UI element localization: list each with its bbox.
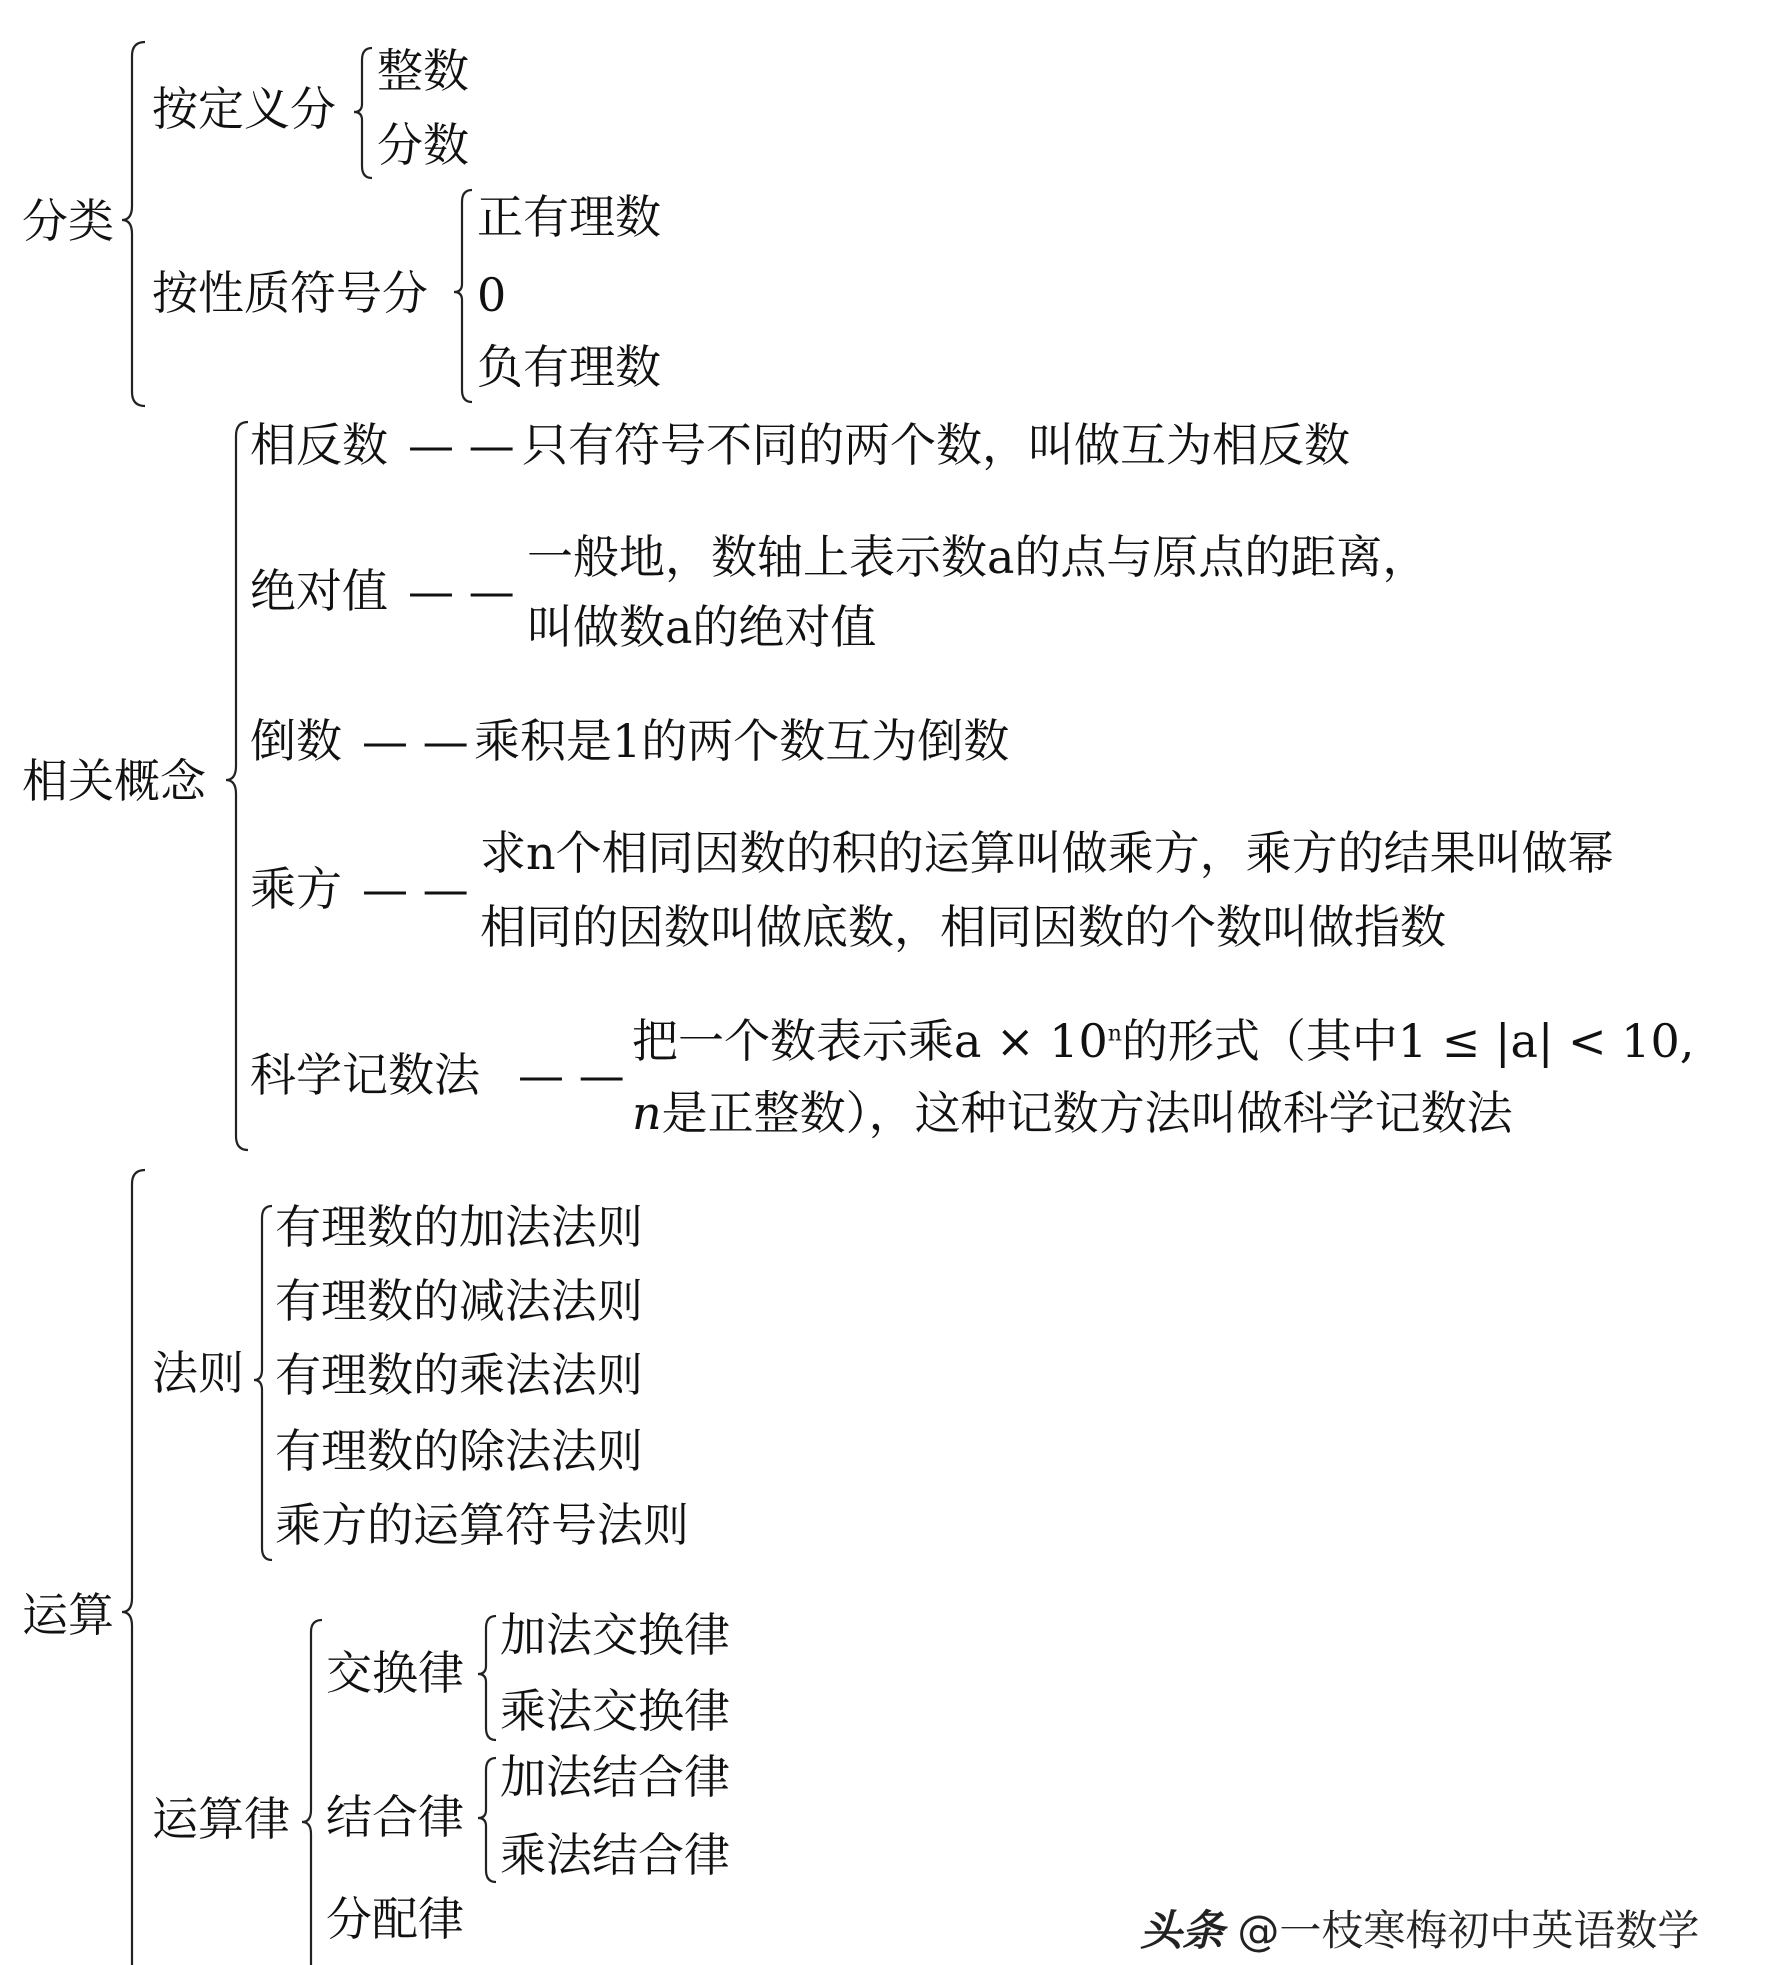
concept-sci-dash: — —: [518, 1048, 625, 1102]
brace-concepts: [226, 422, 248, 1150]
laws-label: 运算律: [152, 1792, 290, 1846]
sci-line2-text: 是正整数），这种记数方法叫做科学记数法: [661, 1086, 1513, 1140]
brace-by-sign: [454, 190, 472, 402]
sci-line1-suffix: 的形式（其中1 ≤ |a| < 10,: [1121, 1014, 1695, 1068]
concept-power-dash: — —: [362, 862, 469, 916]
concept-absolute-line1: 一般地，数轴上表示数a的点与原点的距离，: [527, 530, 1429, 584]
by-sign-label: 按性质符号分: [152, 266, 428, 320]
rule-item-addition: 有理数的加法法则: [275, 1200, 643, 1254]
sci-line1-prefix: 把一个数表示乘a × 10: [632, 1014, 1108, 1068]
law-distributive-label: 分配律: [326, 1892, 464, 1946]
law-associative-multiplication: 乘法结合律: [500, 1828, 730, 1882]
concept-reciprocal-dash: — —: [362, 714, 469, 768]
concept-sci-term: 科学记数法: [250, 1048, 480, 1102]
concept-absolute-dash: — —: [408, 564, 515, 618]
law-commutative-label: 交换律: [326, 1646, 464, 1700]
rule-item-multiplication: 有理数的乘法法则: [275, 1348, 643, 1402]
brace-associative: [478, 1758, 496, 1882]
law-commutative-multiplication: 乘法交换律: [500, 1684, 730, 1738]
watermark-head: 头条: [1140, 1906, 1225, 1955]
law-associative-addition: 加法结合律: [500, 1750, 730, 1804]
concept-sci-line2: [632, 1086, 1513, 1140]
by-sign-item-zero: 0: [477, 268, 507, 322]
concept-opposite-term: 相反数: [250, 418, 388, 472]
brace-by-definition: [354, 48, 372, 178]
rules-label: 法则: [152, 1346, 244, 1400]
concept-opposite-definition: 只有符号不同的两个数，叫做互为相反数: [522, 418, 1350, 472]
concept-power-line1: 求n个相同因数的积的运算叫做乘方，乘方的结果叫做幂: [480, 826, 1614, 880]
concept-power-term: 乘方: [250, 862, 342, 916]
brace-laws: [302, 1620, 322, 1965]
law-commutative-addition: 加法交换律: [500, 1608, 730, 1662]
classification-label: 分类: [22, 194, 114, 248]
rule-item-power-sign: 乘方的运算符号法则: [275, 1498, 689, 1552]
law-associative-label: 结合律: [326, 1790, 464, 1844]
sci-line2-variable: n: [632, 1086, 662, 1140]
by-definition-item-fraction: 分数: [377, 118, 469, 172]
by-definition-label: 按定义分: [152, 82, 336, 136]
by-sign-item-negative: 负有理数: [477, 340, 661, 394]
concept-absolute-line2: 叫做数a的绝对值: [527, 600, 877, 654]
concept-power-line2: 相同的因数叫做底数，相同因数的个数叫做指数: [480, 900, 1446, 954]
by-definition-item-integer: 整数: [377, 44, 469, 98]
concept-reciprocal-definition: 乘积是1的两个数互为倒数: [474, 714, 1010, 768]
watermark: [1140, 1898, 1699, 1958]
rule-item-subtraction: 有理数的减法法则: [275, 1274, 643, 1328]
concepts-label: 相关概念: [22, 754, 206, 808]
brace-classification: [122, 42, 145, 406]
concept-reciprocal-term: 倒数: [250, 714, 342, 768]
watermark-handle: @一枝寒梅初中英语数学: [1237, 1906, 1700, 1955]
brace-commutative: [478, 1616, 496, 1740]
concept-absolute-term: 绝对值: [250, 564, 388, 618]
brace-rules: [254, 1206, 272, 1560]
concept-sci-line1: [632, 1014, 1695, 1068]
operations-label: 运算: [22, 1588, 114, 1642]
concept-opposite-dash: — —: [408, 418, 515, 472]
rule-item-division: 有理数的除法法则: [275, 1424, 643, 1478]
brace-operations: [122, 1170, 145, 1965]
sci-exponent: n: [1107, 1021, 1122, 1047]
by-sign-item-positive: 正有理数: [477, 190, 661, 244]
